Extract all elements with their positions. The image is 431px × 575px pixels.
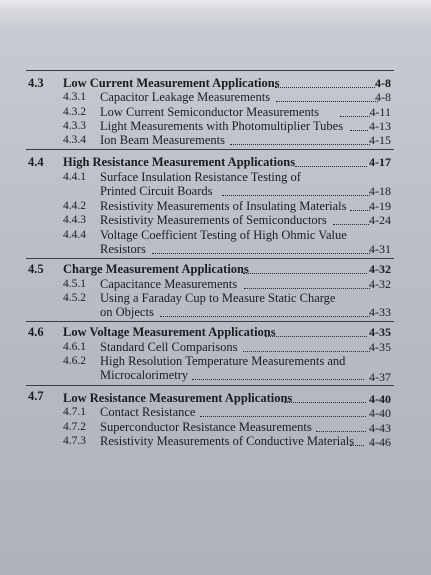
subsection-number: 4.3.1	[63, 91, 86, 103]
section-page: 4-35	[369, 325, 391, 339]
subsection-title: Light Measurements with Photomultiplier Tubes	[100, 119, 344, 133]
dot-leader	[284, 392, 366, 403]
subsection-page: 4-43	[369, 421, 391, 435]
section-page: 4-40	[369, 392, 391, 406]
dot-leader	[340, 106, 370, 117]
dot-leader	[295, 156, 367, 167]
dot-leader	[200, 406, 366, 417]
section-title: High Resistance Measurement Applications	[63, 155, 296, 169]
subsection-page: 4-32	[369, 277, 391, 291]
dot-leader	[243, 263, 367, 274]
subsection-page: 4-8	[375, 90, 391, 104]
section-title: Charge Measurement Applications	[63, 262, 249, 276]
section-number: 4.3	[28, 76, 44, 90]
subsection-title: Capacitor Leakage Measurements	[100, 90, 271, 104]
subsection-page: 4-24	[369, 213, 391, 227]
dot-leader	[333, 214, 369, 225]
subsection-page: 4-19	[369, 199, 391, 213]
dot-leader	[243, 341, 370, 352]
subsection-number: 4.3.3	[63, 120, 86, 132]
dot-leader	[350, 200, 370, 211]
section-number: 4.4	[28, 155, 44, 169]
section-divider	[26, 149, 394, 150]
dot-leader	[276, 91, 378, 102]
subsection-number: 4.4.1	[63, 171, 86, 183]
subsection-number: 4.4.4	[63, 229, 86, 241]
subsection-page: 4-35	[369, 340, 391, 354]
section-title: Low Resistance Measurement Applications	[63, 391, 293, 405]
section-title: Low Current Measurement Applications	[63, 76, 280, 90]
subsection-number: 4.6.1	[63, 341, 86, 353]
subsection-page: 4-46	[369, 435, 391, 449]
subsection-title: Resistivity Measurements of Conductive Materials	[100, 434, 355, 448]
subsection-page: 4-37	[369, 370, 391, 384]
subsection-number: 4.3.2	[63, 106, 86, 118]
subsection-title: Capacitance Measurements	[100, 277, 238, 291]
subsection-title: Superconductor Resistance Measurements	[100, 420, 312, 434]
subsection-title: Surface Insulation Resistance Testing of	[100, 170, 301, 184]
dot-leader	[244, 278, 370, 289]
subsection-number: 4.3.4	[63, 134, 86, 146]
subsection-number: 4.4.2	[63, 200, 86, 212]
subsection-title-continued: Printed Circuit Boards	[100, 184, 213, 198]
subsection-title: Using a Faraday Cup to Measure Static Charge	[100, 291, 336, 305]
subsection-title-continued: Microcalorimetry	[100, 368, 189, 382]
subsection-title-continued: on Objects	[100, 305, 154, 319]
dot-leader	[265, 326, 367, 337]
subsection-page: 4-40	[369, 406, 391, 420]
dot-leader	[222, 185, 370, 196]
section-number: 4.5	[28, 262, 44, 276]
dot-leader	[275, 77, 375, 88]
subsection-page: 4-33	[369, 305, 391, 319]
subsection-number: 4.6.2	[63, 355, 86, 367]
subsection-title: Ion Beam Measurements	[100, 133, 225, 147]
dot-leader	[192, 369, 364, 380]
subsection-title: High Resolution Temperature Measurements and	[100, 354, 346, 368]
dot-leader	[230, 134, 370, 145]
subsection-page: 4-31	[369, 242, 391, 256]
section-divider	[26, 70, 394, 71]
section-divider	[26, 385, 394, 386]
section-number: 4.7	[28, 389, 44, 403]
subsection-number: 4.5.1	[63, 278, 86, 290]
subsection-number: 4.5.2	[63, 292, 86, 304]
subsection-title: Resistivity Measurements of Semiconductors	[100, 213, 327, 227]
subsection-number: 4.4.3	[63, 214, 86, 226]
subsection-page: 4-18	[369, 184, 391, 198]
subsection-title: Resistivity Measurements of Insulating Materials	[100, 199, 347, 213]
subsection-number: 4.7.3	[63, 435, 86, 447]
dot-leader	[316, 421, 366, 432]
subsection-page: 4-15	[369, 133, 391, 147]
subsection-title: Low Current Semiconductor Measurements	[100, 105, 320, 119]
subsection-title-continued: Resistors	[100, 242, 146, 256]
subsection-number: 4.7.1	[63, 406, 86, 418]
section-divider	[26, 258, 394, 259]
subsection-number: 4.7.2	[63, 421, 86, 433]
section-page: 4-17	[369, 155, 391, 169]
section-number: 4.6	[28, 325, 44, 339]
section-page: 4-32	[369, 262, 391, 276]
subsection-page: 4-13	[369, 119, 391, 133]
subsection-page: 4-11	[369, 105, 391, 119]
dot-leader	[152, 243, 370, 254]
dot-leader	[160, 306, 370, 317]
dot-leader	[350, 120, 368, 131]
section-title: Low Voltage Measurement Applications	[63, 325, 276, 339]
section-page: 4-8	[375, 76, 391, 90]
subsection-title: Voltage Coefficient Testing of High Ohmic Value	[100, 228, 347, 242]
subsection-title: Contact Resistance	[100, 405, 196, 419]
dot-leader	[350, 435, 364, 446]
section-divider	[26, 321, 394, 322]
subsection-title: Standard Cell Comparisons	[100, 340, 238, 354]
